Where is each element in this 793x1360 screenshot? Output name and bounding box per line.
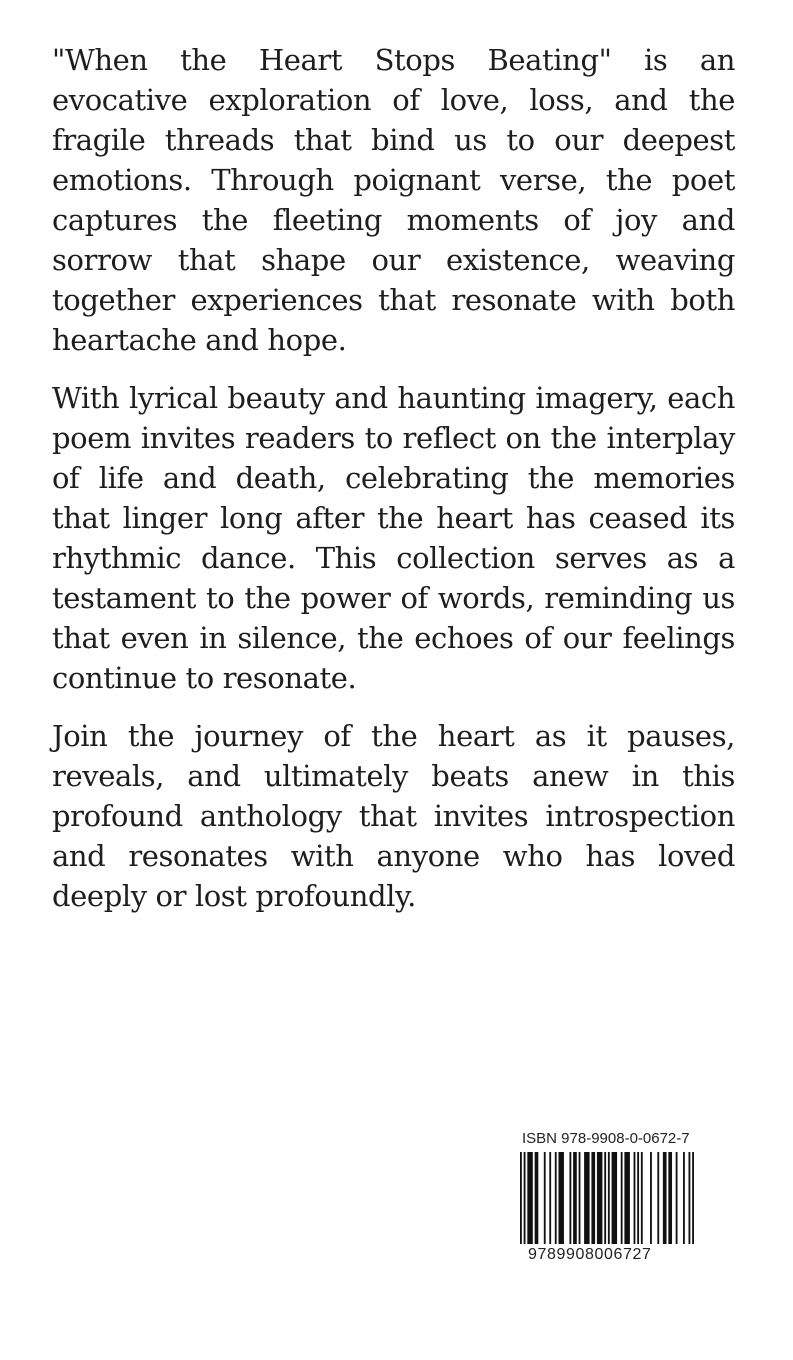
barcode-bar — [555, 1152, 557, 1244]
barcode-bar — [591, 1152, 595, 1244]
barcode-bar — [676, 1152, 678, 1244]
barcode-bar — [527, 1152, 532, 1244]
barcode-bar — [524, 1152, 526, 1244]
barcode-bar — [549, 1152, 551, 1244]
barcode-bar — [657, 1152, 659, 1244]
barcode-bar — [535, 1152, 539, 1244]
barcode-icon — [520, 1152, 694, 1244]
barcode-bar — [604, 1152, 606, 1244]
barcode-bar — [624, 1152, 629, 1244]
blurb-paragraph-1: "When the Heart Stops Beating" is an evocative exploration of love, loss, and the fragile threads that bind us to our deepest emotions. Through poignant verse, the poet captures the fleeting moments of joy and sorrow that shape our existence, weaving together experiences that resonate with both heartache and hope. — [52, 43, 735, 357]
barcode-bar — [668, 1152, 672, 1244]
barcode-bar — [689, 1152, 691, 1244]
barcode-bar — [584, 1152, 589, 1244]
barcode-bar — [621, 1152, 623, 1244]
barcode-bar — [612, 1152, 617, 1244]
barcode-bar — [650, 1152, 652, 1244]
barcode-bar — [637, 1152, 639, 1244]
barcode-bar — [634, 1152, 636, 1244]
barcode-bar — [683, 1152, 685, 1244]
barcode-bar — [558, 1152, 563, 1244]
barcode-bar — [663, 1152, 667, 1244]
barcode-bar — [641, 1152, 643, 1244]
barcode-bar — [692, 1152, 694, 1244]
barcode-bar — [573, 1152, 577, 1244]
barcode-bar — [520, 1152, 522, 1244]
barcode-bar — [597, 1152, 602, 1244]
blurb-text — [52, 40, 735, 934]
isbn-label: ISBN 978-9908-0-0672-7 — [522, 1130, 690, 1147]
blurb-paragraph-2: With lyrical beauty and haunting imagery, each poem invites readers to reflect on the interplay of life and death, celebrating the memories that linger long after the heart has ceased its rhythmic dance. This collection serves as a testament to the power of words, reminding us that even in silence, the echoes of our feelings continue to resonate. — [52, 381, 735, 695]
blurb-paragraph-3: Join the journey of the heart as it pauses, reveals, and ultimately beats anew in this profound anthology that invites introspection and resonates with anyone who has loved deeply or lost profoundly. — [52, 719, 735, 913]
barcode-bar — [579, 1152, 581, 1244]
barcode-number: 9789908006727 — [528, 1246, 652, 1263]
barcode-bar — [544, 1152, 546, 1244]
barcode-bar — [569, 1152, 571, 1244]
isbn-barcode-block — [520, 1130, 742, 1264]
barcode-bar — [608, 1152, 610, 1244]
